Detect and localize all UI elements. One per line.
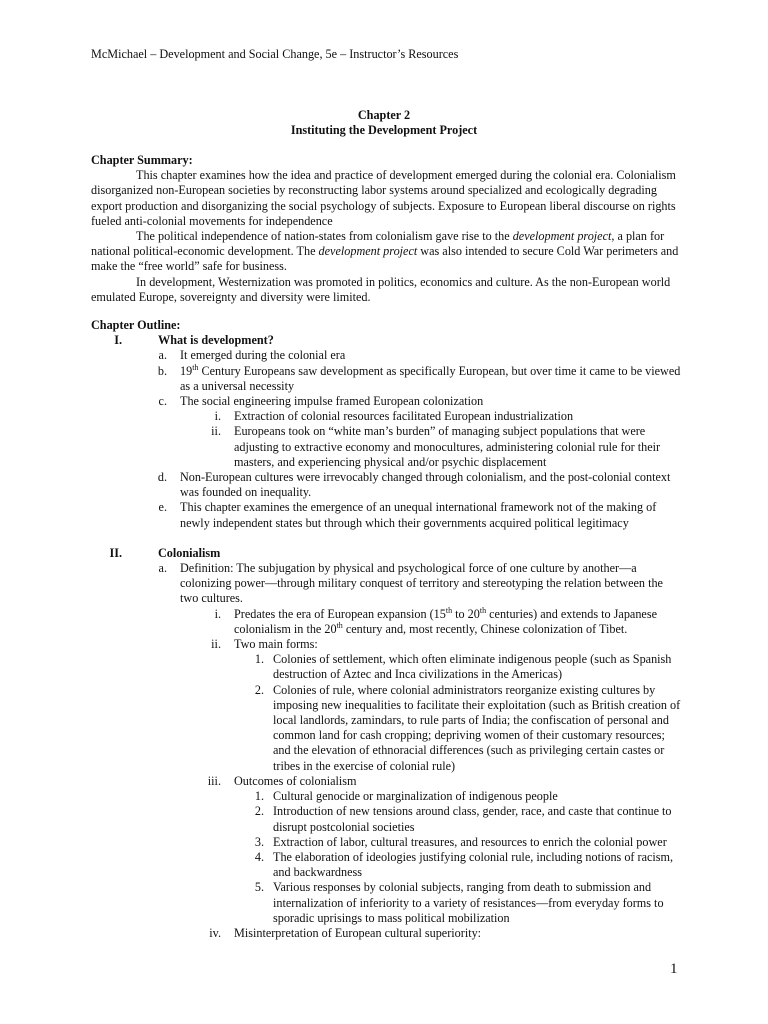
outline-item [91,364,681,394]
chapter-outline [91,318,681,941]
item-text: This chapter examines the emergence of an unequal international framework not of the making of newly independent states but through which their governments acquired political legitimacy [180,500,657,530]
superscript: th [192,362,199,372]
outline-subitem [91,607,681,637]
subsubitem-label: 5. [254,880,264,895]
subitem-text-part: centuries) and extends to Japanese colonialism in the 20 [234,606,657,636]
summary-p2-text-a: The political independence of nation-states from colonialism gave rise to the [136,229,513,244]
item-label: a. [158,348,167,363]
item-text: It emerged during the colonial era [180,348,346,363]
subitem-label: ii. [211,637,221,652]
subitem-label: iii. [207,773,221,788]
subsubitem-text: Extraction of labor, cultural treasures, and resources to enrich the colonial power [273,834,667,849]
subsubitem-label: 3. [254,834,264,849]
subsubitem-text: Introduction of new tensions around class, gender, race, and caste that continue to disrupt postcolonial societies [273,804,672,834]
chapter-title: Instituting the Development Project [290,123,478,138]
outline-section-2 [91,546,681,561]
outline-subsubitem [91,850,681,880]
subsubitem-label: 4. [254,849,264,864]
summary-paragraph-3: In development, Westernization was promoted in politics, economics and culture. As the non-European world emulated Europe, sovereignty and diversity were limited. [91,274,671,304]
summary-p2-text-b: , a plan for national political-economic development. The [91,229,665,259]
summary-p2-emphasis-2: development project [318,244,418,259]
item-text-part: 19 [180,363,193,378]
outline-subsubitem [91,835,681,850]
chapter-number: Chapter 2 [357,108,411,122]
subitem-text: Misinterpretation of European cultural superiority: [234,925,482,940]
outline-subitem [91,409,681,424]
outline-item [91,561,681,607]
outline-subsubitem [91,880,681,926]
superscript: th [445,605,453,615]
item-label: d. [157,470,167,485]
section-1-number: I. [114,333,122,348]
outline-subsubitem [91,683,681,774]
outline-subsubitem [91,789,681,804]
item-label: a. [158,561,167,576]
outline-subsubitem [91,652,681,682]
chapter-title-block [0,108,768,138]
item-text [180,364,681,394]
outline-section-1 [91,333,681,348]
outline-heading: Chapter Outline: [91,318,181,332]
subitem-text: Two main forms: [234,637,318,652]
summary-p2-text-c: was also intended to secure Cold War perimeters and make the “free world” safe for business. [91,244,679,274]
item-label: c. [158,394,167,409]
subsubitem-text: Colonies of rule, where colonial administrators reorganize existing cultures by imposing new inequalities to facilitate their exploitation (such as British creation of local landlords, zamindars, to rule parts of India; the confiscation of personal and common land for cash cropping; depriving women of their customary resources; and the elevation of ethnoracial differences (such as privileging certain castes or tribes in the exercise of colonial rule) [273,682,681,773]
item-label: e. [158,500,167,515]
item-label: b. [157,363,167,378]
summary-paragraph-2 [91,229,681,275]
outline-item [91,394,681,409]
outline-item [91,348,681,363]
subsubitem-text: Cultural genocide or marginalization of indigenous people [273,789,558,804]
item-text-part: Century Europeans saw development as specifically European, but over time it came to be viewed as a universal necessity [180,363,681,393]
section-2-number: II. [109,545,122,560]
item-text: Definition: The subjugation by physical and psychological force of one culture by another—a colonizing power—through military conquest of territory and stereotyping the relation between the two cultures. [180,561,663,606]
summary-paragraph-1: This chapter examines how the idea and practice of development emerged during the colonial era. Colonialism disorganized non-European societies by reconstructing labor systems around specialized and ecologically degrading export production and disorganizing the social psychology of subjects. Exposure to European liberal discourse on rights fueled anti-colonial movements for independence [91,168,676,228]
subsubitem-label: 2. [254,804,264,819]
subsubitem-label: 2. [254,682,264,697]
chapter-summary [91,153,681,305]
outline-subitem [91,637,681,652]
subitem-label: iv. [209,925,221,940]
superscript: th [336,620,343,630]
outline-subitem [91,774,681,789]
subitem-label: i. [214,409,221,424]
outline-subitem [91,926,681,941]
summary-heading: Chapter Summary: [91,153,193,167]
subitem-text: Extraction of colonial resources facilitated European industrialization [234,409,574,424]
summary-p2-emphasis-1: development project [512,229,612,244]
subsubitem-label: 1. [254,789,264,804]
running-header: McMichael – Development and Social Change, 5e – Instructor’s Resources [91,47,459,61]
subitem-text-part: Predates the era of European expansion (15 [234,606,446,621]
subsubitem-text: Colonies of settlement, which often eliminate indigenous people (such as Spanish destruction of Aztec and Inca civilizations in the Americas) [273,652,672,682]
page-number: 1 [670,961,678,977]
outline-subitem [91,424,681,470]
subitem-text: Outcomes of colonialism [234,773,357,788]
subitem-text-part: century and, most recently, Chinese colonization of Tibet. [342,621,628,636]
subsubitem-label: 1. [254,652,264,667]
subsubitem-text: Various responses by colonial subjects, ranging from death to submission and internalization of inferiority to a variety of resistances—from everyday forms to sporadic uprisings to mass political mobilization [273,880,664,925]
subitem-text-part: to 20 [452,606,480,621]
section-1-title: What is development? [158,333,274,348]
subitem-text [234,607,681,637]
outline-subsubitem [91,804,681,834]
subitem-label: ii. [211,424,221,439]
outline-item [91,470,681,500]
section-2-title: Colonialism [158,545,221,560]
item-text: Non-European cultures were irrevocably changed through colonialism, and the post-colonial context was founded on inequality. [180,470,671,500]
superscript: th [479,605,487,615]
subitem-label: i. [214,606,221,621]
item-text: The social engineering impulse framed European colonization [180,394,484,409]
subsubitem-text: The elaboration of ideologies justifying colonial rule, including notions of racism, and backwardness [273,849,674,880]
outline-item [91,500,681,530]
subitem-text: Europeans took on “white man’s burden” of managing subject populations that were adjusting to extractive economy and monocultures, administering colonial rule for their masters, and experiencing physical and/or psychic displacement [234,424,661,469]
